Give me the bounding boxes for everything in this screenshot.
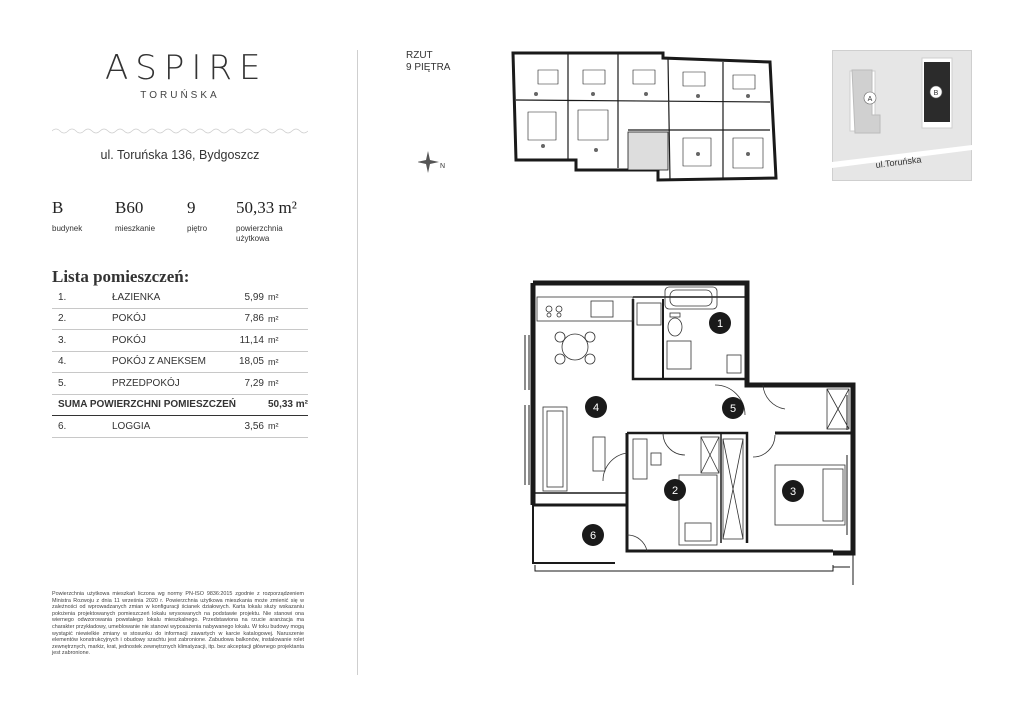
floor-caption-line1: RZUT	[406, 50, 433, 61]
floor-value: 9	[187, 198, 196, 217]
decorative-wave-divider	[52, 127, 308, 135]
room-unit: m²	[268, 416, 308, 438]
room-marker-4-label: 4	[592, 402, 600, 414]
apartment-floor-plan	[515, 275, 865, 595]
street-label: ul.Toruńska	[875, 154, 922, 170]
building-label: budynek	[52, 224, 83, 233]
room-name: PRZEDPOKÓJ	[112, 373, 231, 395]
room-name: POKÓJ	[112, 330, 231, 352]
apartment-label: mieszkanie	[115, 224, 156, 233]
room-unit: m²	[268, 287, 308, 308]
area-value: 50,33 m²	[236, 198, 297, 217]
room-marker-6-label: 6	[589, 530, 597, 542]
sum-label: SUMA POWIERZCHNI POMIESZCZEŃ	[52, 394, 268, 416]
room-number: 5.	[52, 373, 112, 395]
site-map	[832, 50, 972, 181]
room-marker-1-label: 1	[716, 318, 724, 330]
room-area: 11,14	[231, 330, 268, 352]
room-marker-3-label: 3	[789, 486, 797, 498]
table-row	[52, 351, 308, 373]
building-value: B	[52, 198, 64, 217]
room-name: ŁAZIENKA	[112, 287, 231, 308]
room-name: LOGGIA	[112, 416, 231, 438]
room-area: 18,05	[231, 351, 268, 373]
column-divider	[357, 50, 358, 675]
room-marker-2-label: 2	[671, 485, 679, 497]
room-area: 7,86	[231, 308, 268, 330]
table-row	[52, 416, 308, 438]
room-unit: m²	[268, 330, 308, 352]
brand-subtitle: TORUŃSKA	[140, 90, 220, 101]
room-number: 2.	[52, 308, 112, 330]
room-table	[52, 287, 308, 438]
area-label: powierzchnia użytkowa	[236, 224, 283, 243]
room-unit: m²	[268, 308, 308, 330]
room-name: POKÓJ Z ANEKSEM	[112, 351, 231, 373]
room-number: 6.	[52, 416, 112, 438]
floor-label: piętro	[187, 224, 208, 233]
floor-caption	[406, 50, 450, 74]
building-a-label: A	[867, 96, 873, 103]
room-unit: m²	[268, 351, 308, 373]
table-row	[52, 287, 308, 308]
disclaimer-note: Powierzchnia użytkowa mieszkań liczona wg normy PN-ISO 9836:2015 zgodnie z rozporządzeniem Ministra Rozwoju z dnia 11 września 2020 r. Powierzchnia użytkowa mieszkania może zmienić się w zależności od wprowadzanych zmian w konfiguracji ścianek działowych. Karta lokalu służy wskazaniu położenia projektowanych pomieszczeń lokalu wrysowanych na podstawie projektu. Nie stanowi ona wiernego odwzorowania powstałego lokalu mieszkalnego. Przedstawiona na rzucie aranżacja ma charakter przykładowy, umeblowanie nie stanowi wyposażenia nabywanego lokalu. W toku budowy mogą wystąpić niewielkie zmiany w stosunku do informacji zawartych w karcie katalogowej. Naruszenie elementów konstrukcyjnych i obudowy szachtu jest zabronione. Zabudowa balkonów, instalowanie rolet zewnętrznych, markiz, krat, jednostek zewnętrznych klimatyzacji, itp. bez akceptacji głównego projektanta jest zabronione.	[52, 591, 304, 657]
room-number: 1.	[52, 287, 112, 308]
compass-label: N	[440, 163, 446, 170]
room-unit: m²	[268, 373, 308, 395]
sum-row	[52, 394, 308, 416]
room-marker-5-label: 5	[729, 403, 737, 415]
room-number: 3.	[52, 330, 112, 352]
room-name: POKÓJ	[112, 308, 231, 330]
compass-icon	[418, 150, 448, 180]
sum-area: 50,33 m²	[268, 394, 308, 416]
brand-logo: ASPIRE	[105, 48, 268, 88]
room-area: 5,99	[231, 287, 268, 308]
floor-key-plan	[508, 50, 778, 188]
room-area: 3,56	[231, 416, 268, 438]
apartment-value: B60	[115, 198, 144, 217]
table-row	[52, 330, 308, 352]
table-row	[52, 308, 308, 330]
building-b-label: B	[933, 90, 939, 97]
room-markers	[582, 312, 804, 546]
table-row	[52, 373, 308, 395]
room-area: 7,29	[231, 373, 268, 395]
room-number: 4.	[52, 351, 112, 373]
room-list-title: Lista pomieszczeń:	[52, 267, 190, 286]
address: ul. Toruńska 136, Bydgoszcz	[100, 148, 260, 162]
floor-caption-line2: 9 PIĘTRA	[406, 62, 451, 73]
